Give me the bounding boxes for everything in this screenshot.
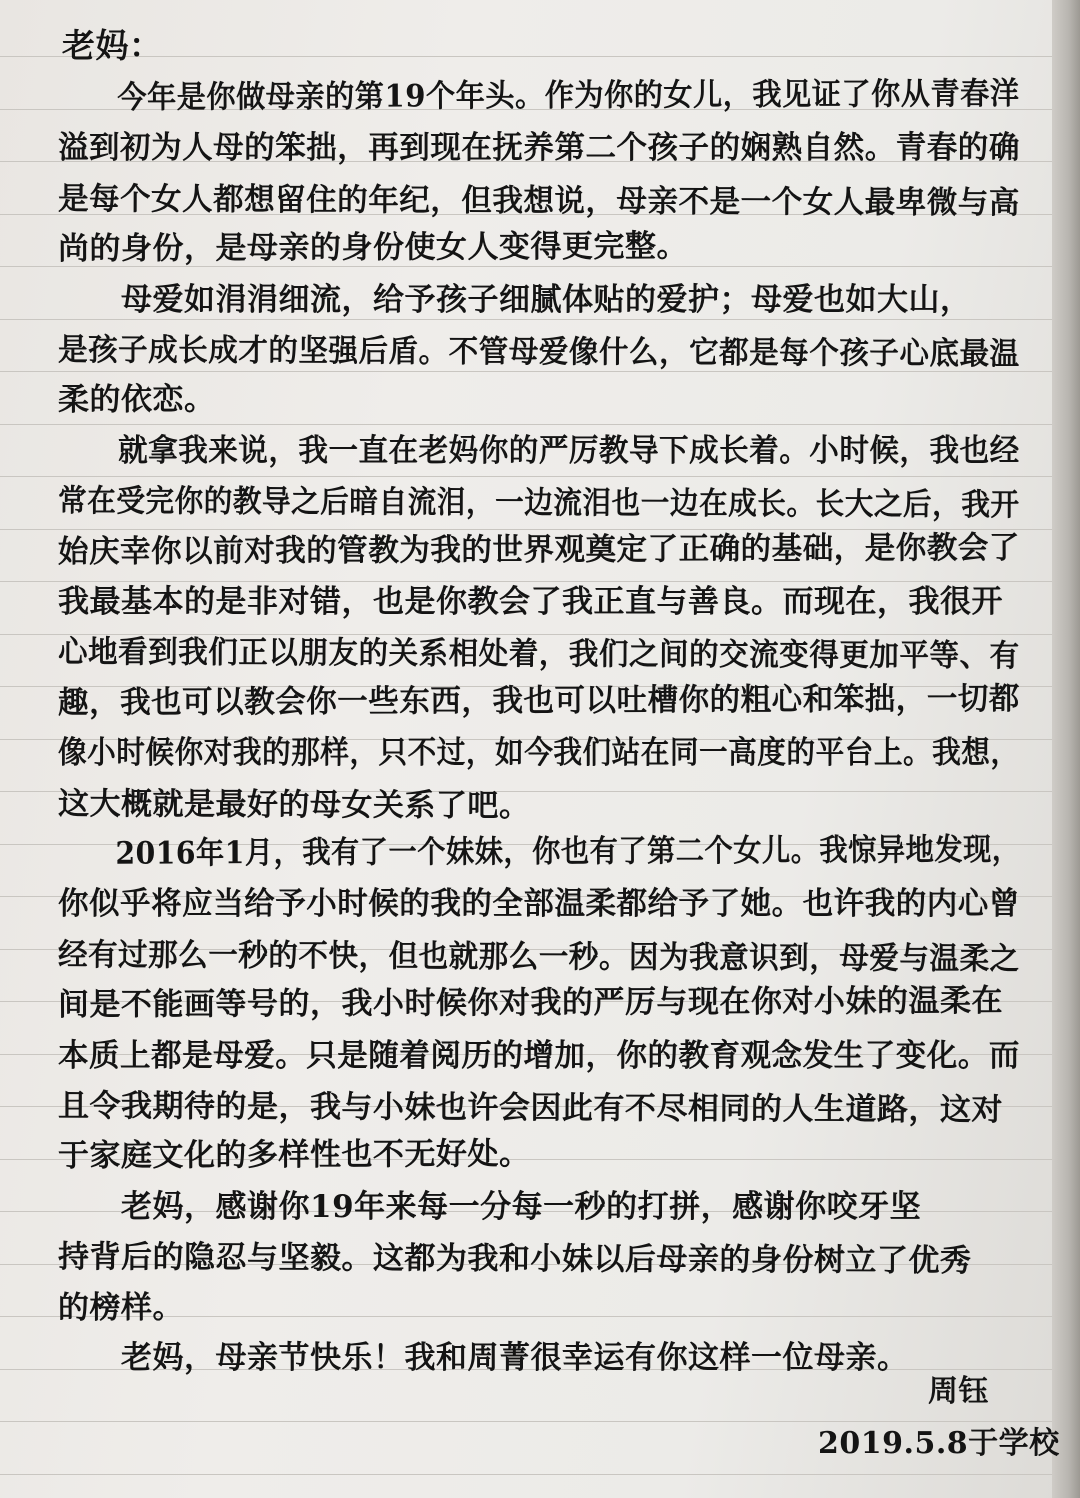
letter-line: 趣，我也可以教会你一些东西，我也可以吐槽你的粗心和笨拙，一切都 (57, 680, 1020, 721)
letter-line: 于家庭文化的多样性也不无好处。 (57, 1136, 531, 1175)
letter-line: 这大概就是最好的母女关系了吧。 (57, 785, 531, 824)
letter-line: 持背后的隐忍与坚毅。这都为我和小妹以后母亲的身份树立了优秀 (57, 1239, 972, 1280)
letter-line: 始庆幸你以前对我的管教为我的世界观奠定了正确的基础，是你教会了 (57, 529, 1020, 570)
letter-line: 像小时候你对我的那样，只不过，如今我们站在同一高度的平台上。我想， (58, 735, 1020, 772)
letter-line: 溢到初为人母的笨拙，再到现在抚养第二个孩子的娴熟自然。青春的确 (58, 130, 1020, 167)
letter-line: 今年是你做母亲的第19个年头。作为你的女儿，我见证了你从青春洋 (57, 75, 1020, 116)
letter-line: 老妈，母亲节快乐！我和周菁很幸运有你这样一位母亲。 (58, 1340, 909, 1376)
letter-line: 尚的身份，是母亲的身份使女人变得更完整。 (57, 228, 689, 268)
letter-line: 是每个女人都想留住的年纪，但我想说，母亲不是一个女人最卑微与高 (57, 180, 1020, 221)
letter-line: 我最基本的是非对错，也是你教会了我正直与善良。而现在，我很开 (58, 584, 1003, 620)
letter-line: 经有过那么一秒的不快，但也就那么一秒。因为我意识到，母爱与温柔之 (57, 936, 1020, 977)
notebook-spine-shadow (1052, 0, 1080, 1498)
signature-date: 2019.5.8于学校 (818, 1426, 1060, 1461)
letter-line: 你似乎将应当给予小时候的我的全部温柔都给予了她。也许我的内心曾 (58, 886, 1020, 923)
letter-line: 就拿我来说，我一直在老妈你的严厉教导下成长着。小时候，我也经 (58, 432, 1020, 469)
letter-line: 本质上都是母爱。只是随着阅历的增加，你的教育观念发生了变化。而 (58, 1037, 1020, 1074)
letter-line: 是孩子成长成才的坚强后盾。不管母爱像什么，它都是每个孩子心底最温 (57, 332, 1020, 373)
letter-line: 间是不能画等号的，我小时候你对我的严厉与现在你对小妹的温柔在 (57, 983, 1004, 1024)
letter-salutation: 老妈： (62, 26, 163, 65)
letter-line: 心地看到我们正以朋友的关系相处着，我们之间的交流变得更加平等、有 (57, 634, 1020, 675)
letter-line: 常在受完你的教导之后暗自流泪，一边流泪也一边在成长。长大之后，我开 (57, 483, 1020, 524)
letter-line: 老妈，感谢你19年来每一分每一秒的打拼，感谢你咬牙坚 (58, 1188, 922, 1225)
letter-line: 柔的依恋。 (57, 381, 216, 419)
signature-name: 周钰 (928, 1374, 989, 1409)
letter-line: 2016年1月，我有了一个妹妹，你也有了第二个女儿。我惊异地发现， (57, 831, 1021, 872)
letter-line: 且令我期待的是，我与小妹也许会因此有不尽相同的人生道路，这对 (57, 1088, 1004, 1129)
letter-line: 母爱如涓涓细流，给予孩子细腻体贴的爱护；母爱也如大山， (58, 281, 972, 318)
letter-line: 的榜样。 (57, 1289, 185, 1326)
